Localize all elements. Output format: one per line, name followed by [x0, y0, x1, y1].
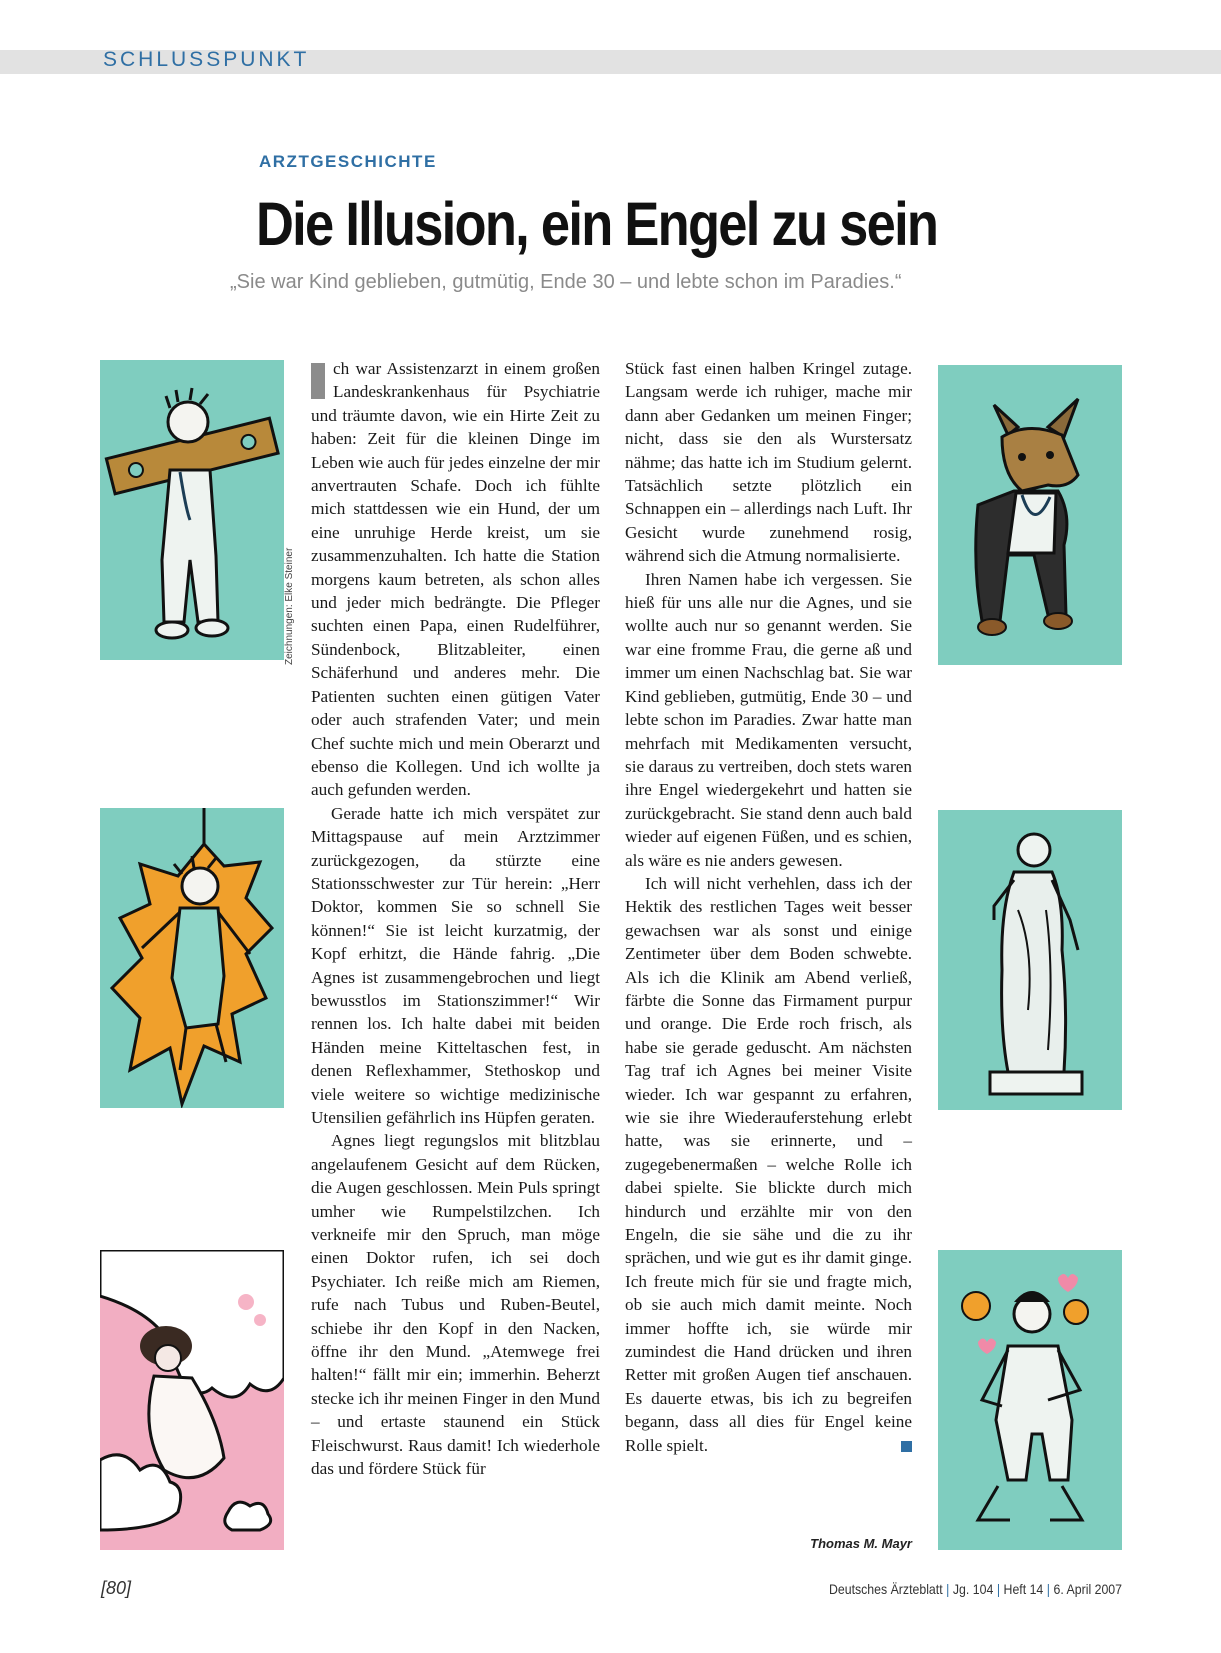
article-paragraph: Stück fast einen halben Kringel zutage. Langsam werde ich ruhiger, mache mir dann aber Gedanken um meinen Finger; nicht, dass sie den als Wurstersatz nähme; das hatte ich im Studium gelernt. Tatsächlich setzte plötzlich ein Schnappen ein – allerdings nach Luft. Ihr Gesicht wurde zunehmend rosig, während sich die Atmung normalisierte. — [625, 359, 912, 566]
page-number: [80] — [101, 1578, 132, 1598]
article-kicker: ARZTGESCHICHTE — [259, 152, 437, 171]
article-subtitle: „Sie war Kind geblieben, gutmütig, Ende 30 – und lebte schon im Paradies.“ — [230, 271, 902, 293]
article-title: Die Illusion, ein Engel zu sein — [256, 190, 938, 258]
footer-date: 6. April 2007 — [1053, 1581, 1122, 1597]
end-mark-icon — [901, 1441, 912, 1452]
footer-publication: Deutsches Ärzteblatt — [828, 1581, 943, 1597]
dog-coat-drawing — [938, 365, 1122, 665]
kneeling-doctor-drawing — [938, 1250, 1122, 1550]
illustration-woman-cloud — [100, 1250, 284, 1550]
article-paragraph: Ich will nicht verhehlen, dass ich der Hektik des restlichen Tages weit besser gewachsen war als sonst und einige Zentimeter über dem Boden schwebte. Als ich die Klinik am Abend verließ, färbte die Sonne das Firmament purpur und orange. Die Erde roch frisch, als habe sie gerade geduscht. Am nächsten Tag traf ich Agnes bei meiner Visite wieder. Ich war gespannt zu erfahren, wie sie ihre Wiederauferstehung erlebt hatte, was sie erinnerte, und – zugegebenermaßen – welche Rolle ich dabei spielte. Sie blickte durch mich hindurch und erzählte mir von den Engeln, die sie sähe und die zu ihr sprächen, und wie gut es ihr damit ginge. Ich freute mich für sie und fragte mich, ob sie auch mich damit meinte. Noch immer hoffte ich, sie würde mir zumindest die Hand drücken und ihren Retter mit großen Augen tief anschauen. Es dauerte etwas, bis ich zu begreifen begann, dass all dies für Engel keine Rolle spielt. — [625, 873, 912, 1455]
article-column-2 — [625, 357, 912, 1457]
illustration-doctor-lightning — [100, 808, 284, 1108]
illustration-dog-coat — [938, 365, 1122, 665]
illustration-doctor-pillory — [100, 360, 284, 660]
article-author: Thomas M. Mayr — [810, 1536, 912, 1551]
article-paragraph: ch war Assistenzarzt in einem großen Landeskrankenhaus für Psychiatrie und träumte davon, wie ein Hirte Zeit zu haben: Zeit für die kleinen Dinge im Leben wie auch für jedes einzelne der mir anvertrauten Schafe. Doch ich fühlte mich stattdessen wie ein Hund, der um eine unruhige Herde kreist, um sie zusammenzuhalten. Ich hatte die Station morgens kaum betreten, als schon alles und jeder mich bedrängte. Die Pfleger suchten einen Papa, einen Rudelführer, Sündenbock, Blitzableiter, einen Schäferhund und anderes mehr. Die Patienten suchten einen gütigen Vater oder auch strafenden Vater; und mein Chef suchte mich und mein Oberarzt und ebenso die Kollegen. Und ich wollte ja auch gefunden werden. — [311, 359, 600, 800]
footer-volume: Jg. 104 — [952, 1581, 994, 1597]
article-column-1 — [311, 357, 600, 1481]
footer-citation: Deutsches Ärzteblatt | Jg. 104 | Heft 14 | 6. April 2007 — [828, 1581, 1122, 1597]
article-paragraph: Ihren Namen habe ich vergessen. Sie hieß für uns alle nur die Agnes, und sie wollte auch nur so genannt werden. Sie war eine fromme Frau, die gerne aß und immer um einen Nachschlag bat. Sie war Kind geblieben, gutmütig, Ende 30 – und lebte schon im Paradies. Zwar hatte man mehrfach mit Medikamenten versucht, sie daraus zu vertreiben, doch stets waren ihre Engel wiedergekehrt und hatten sie zurückgebracht. Sie stand denn auch bald wieder auf eigenen Füßen, und es schien, als wäre es nie anders gewesen. — [625, 569, 912, 870]
section-label: SCHLUSSPUNKT — [103, 48, 310, 71]
illustration-robed-statue — [938, 810, 1122, 1110]
illustration-credit: Zeichnungen: Elke Steiner — [284, 547, 295, 665]
dropcap — [311, 363, 325, 399]
article-paragraph: Agnes liegt regungslos mit blitzblau angelaufenem Gesicht auf dem Rücken, die Augen geschlossen. Mein Puls springt umher wie Rumpelstilzchen. Ich verkneife mir den Spruch, man möge einen Doktor rufen, ich sei doch Psychiater. Ich reiße mich am Riemen, rufe nach Tubus und Ruben-Beutel, schiebe ihr den Kopf in den Nacken, öffne ihr den Mund. „Atemwege frei halten!“ fällt mir ein; immerhin. Beherzt stecke ich ihr meinen Finger in den Mund – und ertaste staunend ein Stück Fleischwurst. Raus damit! Ich wiederhole das und fördere Stück für — [311, 1131, 600, 1479]
robed-statue-drawing — [938, 810, 1122, 1110]
article-paragraph: Gerade hatte ich mich verspätet zur Mittagspause auf mein Arztzimmer zurückgezogen, da stürzte eine Stationsschwester zur Tür herein: „Herr Doktor, kommen Sie so schnell Sie können!“ Sie ist leicht kurzatmig, der Kopf erhitzt, die Hände fahrig. „Die Agnes ist zusammengebrochen und liegt bewusstlos im Stationszimmer!“ Wir rennen los. Ich halte dabei mit beiden Händen meine Kitteltaschen fest, in denen Reflexhammer, Stethoskop und viele weitere so wichtige medizinische Utensilien gefährlich ins Hüpfen geraten. — [311, 803, 600, 1127]
doctor-lightning-drawing — [100, 808, 284, 1108]
footer-issue: Heft 14 — [1003, 1581, 1044, 1597]
doctor-pillory-drawing — [100, 360, 284, 660]
illustration-kneeling-doctor — [938, 1250, 1122, 1550]
woman-cloud-drawing — [100, 1250, 284, 1550]
